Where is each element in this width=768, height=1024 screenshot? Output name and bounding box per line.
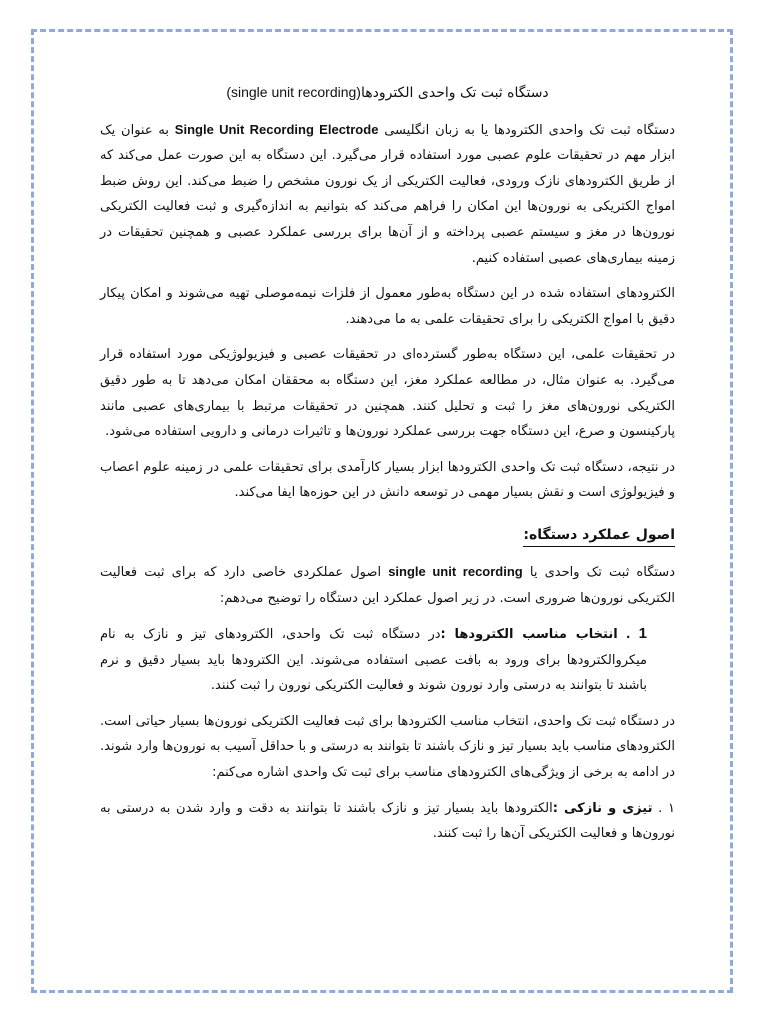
principles-paragraph: [100, 559, 675, 611]
principles-text-start: دستگاه ثبت تک واحدی یا: [529, 564, 675, 580]
document-body: [100, 80, 675, 857]
list-item-1-number: 1 .: [626, 625, 647, 643]
list-item-1-text: در دستگاه ثبت تک واحدی، الکترودهای تیز و نازک به نام میکروالکترودها برای ورود به بافت عصبی استفاده می‌شوند. این الکترودها باید بسیار دقیق و نرم باشند تا بتوانند به درستی وارد نورون شوند و فعالیت الکتریکی نورون را ثبت کنند.: [100, 627, 647, 694]
principles-text-end: اصول عملکردی خاصی دارد که برای ثبت فعالیت الکتریکی نورون‌ها ضروری است. در زیر اصول عملکرد این دستگاه را توضیح می‌دهم:: [100, 564, 675, 606]
paragraph-electrodes: الکترودهای استفاده شده در این دستگاه به‌طور معمول از فلزات نیمه‌موصلی تهیه می‌شوند و امکان پیکار دقیق با امواج الکتریکی را برای تحقیقات علمی به ما می‌دهند.: [100, 286, 675, 327]
heading-text: اصول عملکرد دستگاه:: [523, 524, 675, 547]
title-fa: دستگاه ثبت تک واحدی الکترودها: [360, 85, 549, 101]
paragraph-research: در تحقیقات علمی، این دستگاه به‌طور گسترده‌ای در تحقیقات عصبی و فیزیولوژیکی مورد استفاده قرار می‌گیرد. به عنوان مثال، در مطالعه عملکرد مغز، این دستگاه به محققان امکان می‌دهد تا به طور دقیق الکتریکی نورون‌های مغز را ثبت و تحلیل کنند. همچنین در تحقیقات مرتبط با بیماری‌های عصبی مانند پارکینسون و صرع، این دستگاه جهت بررسی عملکرد نورون‌ها و تاثیرات درمانی و دارویی استفاده می‌شود.: [100, 347, 675, 440]
document-title: [100, 80, 675, 107]
intro-text-end: به عنوان یک ابزار مهم در تحقیقات علوم عصبی مورد استفاده قرار می‌گیرد. این دستگاه به این صورت عمل می‌کند که از طریق الکترودهای نازک ورودی، فعالیت الکتریکی از یک نورون مشخص را ضبط می‌کند. این روش ضبط امواج الکتریکی به نورون‌ها این امکان را فراهم می‌کند که بتوانیم به اندازه‌گیری و ثبت فعالیت الکتریکی نورون‌ها در مغز و سیستم عصبی پرداخته و از آن‌ها برای بررسی عملکرد عصبی و همچنین تحقیقات در زمینه بیماری‌های عصبی استفاده کنیم.: [100, 122, 675, 266]
intro-paragraph: [100, 117, 675, 272]
principles-term: single unit recording: [388, 563, 523, 579]
list-item-2: [100, 796, 675, 847]
title-en: (single unit recording): [226, 84, 361, 100]
intro-text-start: دستگاه ثبت تک واحدی الکترودها یا به زبان انگلیسی: [384, 122, 675, 138]
list-item-1-label: انتخاب مناسب الکترودها :: [440, 627, 618, 643]
list-item-1: [100, 621, 675, 699]
paragraph-conclusion: در نتیجه، دستگاه ثبت تک واحدی الکترودها ابزار بسیار کارآمدی برای تحقیقات علمی در زمینه علوم اعصاب و فیزیولوژی است و نقش بسیار مهمی در توسعه دانش در این حوزه‌ها ایفا می‌کند.: [100, 459, 675, 501]
list-item-2-label: تیزی و نازکی :: [552, 800, 653, 816]
intro-term: Single Unit Recording Electrode: [174, 121, 379, 137]
list-item-2-number: ۱ .: [658, 800, 675, 816]
list-item-2-text: الکترودها باید بسیار تیز و نازک باشند تا بتوانند به دقت و وارد شدن به درستی به نورون‌ها و فعالیت الکتریکی آن‌ها را ثبت کنند.: [100, 800, 675, 842]
paragraph-selection: در دستگاه ثبت تک واحدی، انتخاب مناسب الکترودها برای ثبت فعالیت الکتریکی نورون‌ها بسیار حیاتی است. الکترودهای مناسب باید بسیار تیز و نازک باشند تا بتوانند به درستی و با حداقل آسیب به نورون‌ها وارد شوند. در ادامه به برخی از ویژگی‌های الکترودهای مناسب برای ثبت تک واحدی اشاره می‌کنم:: [100, 713, 675, 781]
section-heading: [100, 516, 675, 559]
